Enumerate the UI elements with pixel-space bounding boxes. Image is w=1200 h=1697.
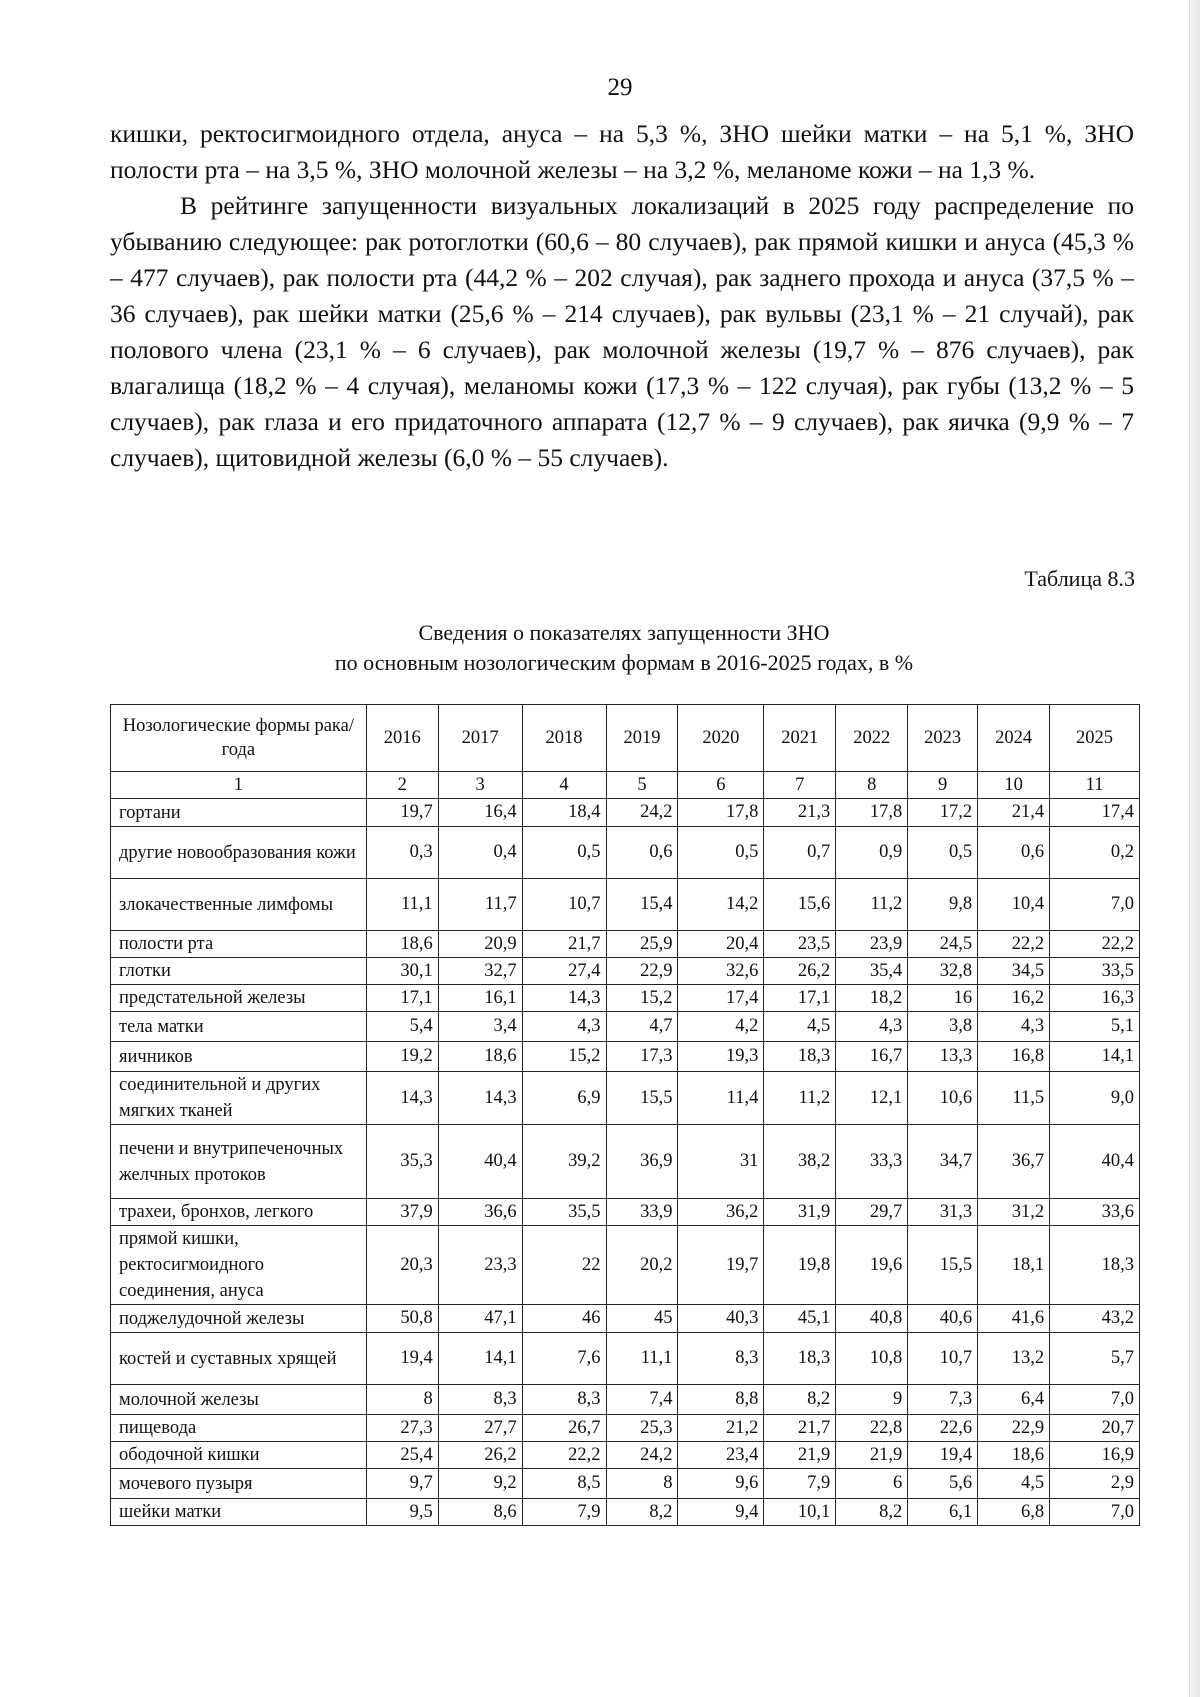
cell-value: 34,5 <box>978 958 1050 985</box>
cell-value: 40,3 <box>678 1305 764 1333</box>
table-row <box>111 799 1140 827</box>
cell-value: 19,7 <box>366 799 438 827</box>
cell-value: 50,8 <box>366 1305 438 1333</box>
header-year: 2017 <box>438 705 522 772</box>
cell-value: 15,2 <box>606 985 678 1012</box>
header-year: 2018 <box>522 705 606 772</box>
cell-value: 31,2 <box>978 1199 1050 1226</box>
cell-value: 9,6 <box>678 1469 764 1499</box>
column-index: 4 <box>522 772 606 799</box>
cell-value: 19,2 <box>366 1042 438 1072</box>
table-body <box>111 799 1140 1526</box>
header-year: 2019 <box>606 705 678 772</box>
cell-value: 5,7 <box>1050 1333 1140 1385</box>
cell-value: 6,1 <box>908 1499 978 1526</box>
cell-value: 19,7 <box>678 1226 764 1305</box>
table-row <box>111 958 1140 985</box>
cell-value: 7,0 <box>1050 879 1140 931</box>
cell-value: 21,4 <box>978 799 1050 827</box>
cell-value: 8,3 <box>678 1333 764 1385</box>
cell-value: 12,1 <box>836 1072 908 1125</box>
column-index: 1 <box>111 772 367 799</box>
cell-value: 45 <box>606 1305 678 1333</box>
cell-value: 0,5 <box>522 827 606 879</box>
column-index-row <box>111 772 1140 799</box>
cell-value: 15,2 <box>522 1042 606 1072</box>
cell-value: 6,8 <box>978 1499 1050 1526</box>
row-name: соединительной и других мягких тканей <box>111 1072 367 1125</box>
cell-value: 47,1 <box>438 1305 522 1333</box>
cell-value: 23,5 <box>764 931 836 958</box>
cell-value: 7,0 <box>1050 1385 1140 1415</box>
cell-value: 11,5 <box>978 1072 1050 1125</box>
cell-value: 14,2 <box>678 879 764 931</box>
cell-value: 5,6 <box>908 1469 978 1499</box>
column-index: 10 <box>978 772 1050 799</box>
table-row <box>111 1125 1140 1199</box>
cell-value: 9 <box>836 1385 908 1415</box>
cell-value: 14,3 <box>366 1072 438 1125</box>
cell-value: 18,2 <box>836 985 908 1012</box>
cell-value: 3,4 <box>438 1012 522 1042</box>
cell-value: 22,2 <box>978 931 1050 958</box>
cell-value: 33,5 <box>1050 958 1140 985</box>
cell-value: 23,3 <box>438 1226 522 1305</box>
row-name: пищевода <box>111 1415 367 1442</box>
table-row <box>111 1415 1140 1442</box>
cell-value: 8,6 <box>438 1499 522 1526</box>
cell-value: 10,7 <box>522 879 606 931</box>
cell-value: 22,9 <box>978 1415 1050 1442</box>
column-index: 2 <box>366 772 438 799</box>
row-name: мочевого пузыря <box>111 1469 367 1499</box>
cell-value: 36,6 <box>438 1199 522 1226</box>
cell-value: 4,3 <box>522 1012 606 1042</box>
header-row <box>111 705 1140 772</box>
cell-value: 11,2 <box>764 1072 836 1125</box>
cell-value: 20,3 <box>366 1226 438 1305</box>
table-row <box>111 1469 1140 1499</box>
cell-value: 9,0 <box>1050 1072 1140 1125</box>
cell-value: 36,9 <box>606 1125 678 1199</box>
table-label: Таблица 8.3 <box>1024 566 1135 591</box>
cell-value: 22,6 <box>908 1415 978 1442</box>
cell-value: 6 <box>836 1469 908 1499</box>
cell-value: 20,2 <box>606 1226 678 1305</box>
cell-value: 4,5 <box>764 1012 836 1042</box>
cell-value: 9,2 <box>438 1469 522 1499</box>
cell-value: 17,8 <box>836 799 908 827</box>
cell-value: 22 <box>522 1226 606 1305</box>
cell-value: 14,3 <box>438 1072 522 1125</box>
header-year: 2025 <box>1050 705 1140 772</box>
table-row <box>111 1012 1140 1042</box>
cell-value: 4,3 <box>836 1012 908 1042</box>
cell-value: 0,3 <box>366 827 438 879</box>
table-row <box>111 1042 1140 1072</box>
data-table <box>110 704 1140 1526</box>
table-row <box>111 879 1140 931</box>
caption-line-1: Сведения о показателях запущенности ЗНО <box>418 620 830 645</box>
cell-value: 10,7 <box>908 1333 978 1385</box>
cell-value: 16,3 <box>1050 985 1140 1012</box>
cell-value: 0,5 <box>678 827 764 879</box>
header-year: 2022 <box>836 705 908 772</box>
caption-line-2: по основным нозологическим формам в 2016-2025 годах, в % <box>334 650 914 675</box>
cell-value: 15,6 <box>764 879 836 931</box>
cell-value: 20,7 <box>1050 1415 1140 1442</box>
table-row <box>111 1333 1140 1385</box>
cell-value: 19,4 <box>366 1333 438 1385</box>
cell-value: 15,5 <box>908 1226 978 1305</box>
cell-value: 16,8 <box>978 1042 1050 1072</box>
cell-value: 38,2 <box>764 1125 836 1199</box>
cell-value: 4,3 <box>978 1012 1050 1042</box>
cell-value: 11,1 <box>606 1333 678 1385</box>
cell-value: 21,3 <box>764 799 836 827</box>
cell-value: 36,7 <box>978 1125 1050 1199</box>
cell-value: 7,4 <box>606 1385 678 1415</box>
cell-value: 9,8 <box>908 879 978 931</box>
table-row <box>111 931 1140 958</box>
cell-value: 18,6 <box>366 931 438 958</box>
cell-value: 7,3 <box>908 1385 978 1415</box>
table-row <box>111 1442 1140 1469</box>
cell-value: 8,3 <box>522 1385 606 1415</box>
cell-value: 7,9 <box>522 1499 606 1526</box>
cell-value: 8 <box>606 1469 678 1499</box>
table-row <box>111 827 1140 879</box>
cell-value: 16,9 <box>1050 1442 1140 1469</box>
row-name: прямой кишки, ректосигмоидного соединения, ануса <box>111 1226 367 1305</box>
cell-value: 8,3 <box>438 1385 522 1415</box>
cell-value: 35,4 <box>836 958 908 985</box>
cell-value: 37,9 <box>366 1199 438 1226</box>
cell-value: 43,2 <box>1050 1305 1140 1333</box>
column-index: 6 <box>678 772 764 799</box>
cell-value: 29,7 <box>836 1199 908 1226</box>
page-number: 29 <box>607 74 633 101</box>
cell-value: 24,2 <box>606 1442 678 1469</box>
cell-value: 13,3 <box>908 1042 978 1072</box>
row-name: другие новообразования кожи <box>111 827 367 879</box>
cell-value: 27,7 <box>438 1415 522 1442</box>
header-year: 2020 <box>678 705 764 772</box>
cell-value: 30,1 <box>366 958 438 985</box>
row-name: злокачественные лимфомы <box>111 879 367 931</box>
column-index: 7 <box>764 772 836 799</box>
cell-value: 34,7 <box>908 1125 978 1199</box>
table-row <box>111 1499 1140 1526</box>
table-caption <box>110 618 1138 678</box>
cell-value: 10,4 <box>978 879 1050 931</box>
cell-value: 26,2 <box>764 958 836 985</box>
cell-value: 39,2 <box>522 1125 606 1199</box>
cell-value: 14,1 <box>438 1333 522 1385</box>
cell-value: 33,3 <box>836 1125 908 1199</box>
cell-value: 10,6 <box>908 1072 978 1125</box>
column-index: 11 <box>1050 772 1140 799</box>
cell-value: 9,4 <box>678 1499 764 1526</box>
cell-value: 19,6 <box>836 1226 908 1305</box>
paragraph-rating: В рейтинге запущенности визуальных локализаций в 2025 году распределение по убыванию следующее: рак ротоглотки (60,6 – 80 случаев), рак прямой кишки и ануса (45,3 % – 477 случаев), рак полости рта (44,2 % – 202 случая), рак заднего прохода и ануса (37,5 % – 36 случаев), рак шейки матки (25,6 % – 214 случаев), рак вульвы (23,1 % – 21 случай), рак полового члена (23,1 % – 6 случаев), рак молочной железы (19,7 % – 876 случаев), рак влагалища (18,2 % – 4 случая), меланомы кожи (17,3 % – 122 случая), рак губы (13,2 % – 5 случаев), рак глаза и его придаточного аппарата (12,7 % – 9 случаев), рак яичка (9,9 % – 7 случаев), щитовидной железы (6,0 % – 55 случаев). <box>110 191 1134 472</box>
cell-value: 0,7 <box>764 827 836 879</box>
table-row <box>111 1226 1140 1305</box>
header-year: 2021 <box>764 705 836 772</box>
header-year: 2024 <box>978 705 1050 772</box>
cell-value: 23,9 <box>836 931 908 958</box>
cell-value: 11,2 <box>836 879 908 931</box>
cell-value: 32,8 <box>908 958 978 985</box>
cell-value: 16,4 <box>438 799 522 827</box>
header-year: 2016 <box>366 705 438 772</box>
cell-value: 21,2 <box>678 1415 764 1442</box>
cell-value: 0,6 <box>978 827 1050 879</box>
cell-value: 14,3 <box>522 985 606 1012</box>
cell-value: 7,9 <box>764 1469 836 1499</box>
header-nosology: Нозологические формы рака/года <box>111 705 367 772</box>
cell-value: 21,9 <box>764 1442 836 1469</box>
cell-value: 31,3 <box>908 1199 978 1226</box>
row-name: молочной железы <box>111 1385 367 1415</box>
cell-value: 17,8 <box>678 799 764 827</box>
cell-value: 17,4 <box>1050 799 1140 827</box>
header-year: 2023 <box>908 705 978 772</box>
cell-value: 22,8 <box>836 1415 908 1442</box>
cell-value: 17,2 <box>908 799 978 827</box>
cell-value: 18,6 <box>438 1042 522 1072</box>
cell-value: 16,7 <box>836 1042 908 1072</box>
cell-value: 4,5 <box>978 1469 1050 1499</box>
row-name: поджелудочной железы <box>111 1305 367 1333</box>
cell-value: 3,8 <box>908 1012 978 1042</box>
cell-value: 8 <box>366 1385 438 1415</box>
cell-value: 10,8 <box>836 1333 908 1385</box>
cell-value: 18,3 <box>1050 1226 1140 1305</box>
cell-value: 20,9 <box>438 931 522 958</box>
cell-value: 7,0 <box>1050 1499 1140 1526</box>
cell-value: 17,1 <box>366 985 438 1012</box>
cell-value: 9,7 <box>366 1469 438 1499</box>
cell-value: 27,4 <box>522 958 606 985</box>
cell-value: 33,6 <box>1050 1199 1140 1226</box>
cell-value: 18,6 <box>978 1442 1050 1469</box>
cell-value: 9,5 <box>366 1499 438 1526</box>
cell-value: 19,3 <box>678 1042 764 1072</box>
cell-value: 27,3 <box>366 1415 438 1442</box>
table-row <box>111 985 1140 1012</box>
cell-value: 33,9 <box>606 1199 678 1226</box>
cell-value: 16 <box>908 985 978 1012</box>
cell-value: 32,7 <box>438 958 522 985</box>
page-edge <box>1189 0 1200 1697</box>
cell-value: 20,4 <box>678 931 764 958</box>
table-row <box>111 1385 1140 1415</box>
cell-value: 35,5 <box>522 1199 606 1226</box>
row-name: гортани <box>111 799 367 827</box>
row-name: шейки матки <box>111 1499 367 1526</box>
cell-value: 11,1 <box>366 879 438 931</box>
body-text <box>110 116 1134 476</box>
cell-value: 10,1 <box>764 1499 836 1526</box>
cell-value: 25,4 <box>366 1442 438 1469</box>
cell-value: 17,1 <box>764 985 836 1012</box>
cell-value: 25,9 <box>606 931 678 958</box>
cell-value: 0,4 <box>438 827 522 879</box>
cell-value: 17,3 <box>606 1042 678 1072</box>
cell-value: 40,8 <box>836 1305 908 1333</box>
cell-value: 11,4 <box>678 1072 764 1125</box>
cell-value: 15,4 <box>606 879 678 931</box>
cell-value: 41,6 <box>978 1305 1050 1333</box>
cell-value: 46 <box>522 1305 606 1333</box>
cell-value: 32,6 <box>678 958 764 985</box>
cell-value: 21,7 <box>764 1415 836 1442</box>
cell-value: 0,6 <box>606 827 678 879</box>
column-index: 3 <box>438 772 522 799</box>
cell-value: 4,2 <box>678 1012 764 1042</box>
row-name: предстательной железы <box>111 985 367 1012</box>
cell-value: 31,9 <box>764 1199 836 1226</box>
cell-value: 19,8 <box>764 1226 836 1305</box>
cell-value: 18,3 <box>764 1333 836 1385</box>
cell-value: 16,1 <box>438 985 522 1012</box>
cell-value: 22,2 <box>522 1442 606 1469</box>
cell-value: 13,2 <box>978 1333 1050 1385</box>
cell-value: 16,2 <box>978 985 1050 1012</box>
cell-value: 21,7 <box>522 931 606 958</box>
cell-value: 18,1 <box>978 1226 1050 1305</box>
column-index: 8 <box>836 772 908 799</box>
cell-value: 24,5 <box>908 931 978 958</box>
cell-value: 18,3 <box>764 1042 836 1072</box>
cell-value: 24,2 <box>606 799 678 827</box>
cell-value: 2,9 <box>1050 1469 1140 1499</box>
cell-value: 25,3 <box>606 1415 678 1442</box>
cell-value: 23,4 <box>678 1442 764 1469</box>
row-name: трахеи, бронхов, легкого <box>111 1199 367 1226</box>
cell-value: 36,2 <box>678 1199 764 1226</box>
cell-value: 31 <box>678 1125 764 1199</box>
cell-value: 35,3 <box>366 1125 438 1199</box>
cell-value: 0,9 <box>836 827 908 879</box>
cell-value: 8,5 <box>522 1469 606 1499</box>
cell-value: 40,4 <box>1050 1125 1140 1199</box>
cell-value: 40,6 <box>908 1305 978 1333</box>
cell-value: 7,6 <box>522 1333 606 1385</box>
cell-value: 22,2 <box>1050 931 1140 958</box>
cell-value: 4,7 <box>606 1012 678 1042</box>
column-index: 5 <box>606 772 678 799</box>
cell-value: 40,4 <box>438 1125 522 1199</box>
row-name: костей и суставных хрящей <box>111 1333 367 1385</box>
cell-value: 26,7 <box>522 1415 606 1442</box>
cell-value: 26,2 <box>438 1442 522 1469</box>
row-name: яичников <box>111 1042 367 1072</box>
cell-value: 0,5 <box>908 827 978 879</box>
cell-value: 14,1 <box>1050 1042 1140 1072</box>
cell-value: 6,4 <box>978 1385 1050 1415</box>
table-row <box>111 1305 1140 1333</box>
cell-value: 5,1 <box>1050 1012 1140 1042</box>
cell-value: 18,4 <box>522 799 606 827</box>
cell-value: 19,4 <box>908 1442 978 1469</box>
cell-value: 22,9 <box>606 958 678 985</box>
cell-value: 8,2 <box>606 1499 678 1526</box>
paragraph-continuation: кишки, ректосигмоидного отдела, ануса – на 5,3 %, ЗНО шейки матки – на 5,1 %, ЗНО полости рта – на 3,5 %, ЗНО молочной железы – на 3,2 %, меланоме кожи – на 1,3 %. <box>110 119 1134 184</box>
cell-value: 11,7 <box>438 879 522 931</box>
table-row <box>111 1199 1140 1226</box>
cell-value: 5,4 <box>366 1012 438 1042</box>
column-index: 9 <box>908 772 978 799</box>
row-name: тела матки <box>111 1012 367 1042</box>
cell-value: 8,8 <box>678 1385 764 1415</box>
table-row <box>111 1072 1140 1125</box>
cell-value: 17,4 <box>678 985 764 1012</box>
row-name: полости рта <box>111 931 367 958</box>
cell-value: 45,1 <box>764 1305 836 1333</box>
cell-value: 21,9 <box>836 1442 908 1469</box>
cell-value: 8,2 <box>836 1499 908 1526</box>
cell-value: 0,2 <box>1050 827 1140 879</box>
row-name: ободочной кишки <box>111 1442 367 1469</box>
cell-value: 6,9 <box>522 1072 606 1125</box>
row-name: глотки <box>111 958 367 985</box>
cell-value: 8,2 <box>764 1385 836 1415</box>
row-name: печени и внутрипеченочных желчных протоков <box>111 1125 367 1199</box>
cell-value: 15,5 <box>606 1072 678 1125</box>
